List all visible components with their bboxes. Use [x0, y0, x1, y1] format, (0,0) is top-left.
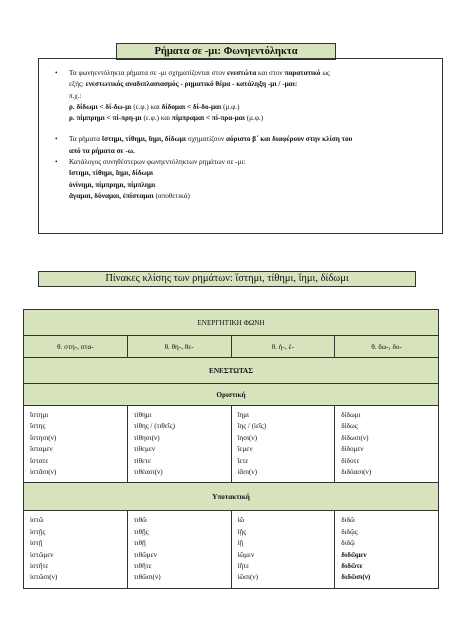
page-title: Ρήματα σε -μι: Φωνηεντόληκτα [116, 43, 336, 60]
table-cell: τιθῶ τιθῇς τιθῇ τιθῶμεν τιθῆτε τιθῶσι(ν) [127, 511, 231, 588]
conjugation-table [23, 309, 439, 589]
tables-title: Πίνακες κλίσης των ρημάτων: ἵστημι, τίθημι, ἵημι, δίδωμι [38, 271, 416, 287]
stem-header: θ. θη-, θε- [127, 336, 231, 358]
bullet-icon: • [55, 158, 58, 167]
stem-header: θ. ἡ-, ἑ- [231, 336, 335, 358]
stem-header: θ. δω-, δο- [335, 336, 439, 358]
bullet-icon: • [55, 69, 58, 77]
stem-header: θ. στη-, στα- [24, 336, 128, 358]
voice-header: ΕΝΕΡΓΗΤΙΚΗ ΦΩΝΗ [24, 310, 439, 336]
table-cell: δίδωμι δίδως δίδωσι(ν) δίδομεν δίδοτε διδόασι(ν) [335, 406, 439, 483]
table-cell: διδῶ διδῷς διδῷ διδῶμεν διδῶτε διδῶσι(ν) [335, 511, 439, 588]
table-cell: ἵστημι ἵστης ἵστησι(ν) ἵσταμεν ἵστατε ἱστᾶσι(ν) [24, 406, 128, 483]
table-cell: τίθημι τίθης / (τιθεῖς) τίθησι(ν) τίθεμεν τίθετε τιθέασι(ν) [127, 406, 231, 483]
list-item: • Τα ρήματα ἵστημι, τίθημι, ἵημι, δίδωμι σχηματίζουν αόριστο β΄ και διαφέρουν στην κλίση του από τα ρήματα σε -ω. [55, 135, 353, 155]
mood-header: Οριστική [24, 384, 439, 406]
table-cell: ἱῶ ἱῇς ἱῇ ἱῶμεν ἱῆτε ἱῶσι(ν) [231, 511, 335, 588]
list-item: • Τα φωνηεντόληκτα ρήματα σε -μι σχηματίζονται στον ενεστώτα και στον παρατατικό ως εξής: ενεστωτικός αναδιπλασιασμός - ρηματικό θέμα - κατάληξη -μι / -μαι: π.χ.: ρ. δίδωμι < δί-δω-μι (ε.φ.) και δίδομαι < δί-δο-μαι (μ.φ.) ρ. πίμπρημι < πί-πρη-μι (ε.φ.) και πίμπραμαι < πί-πρα-μαι (μ.φ.) [55, 69, 330, 123]
mood-header: Υποτακτική [24, 483, 439, 511]
table-cell: ἱστῶ ἱστῇς ἱστῇ ἱστῶμεν ἱστῆτε ἱστῶσι(ν) [24, 511, 128, 588]
tense-header: ΕΝΕΣΤΩΤΑΣ [24, 358, 439, 384]
summary-box [38, 58, 443, 234]
bullet-icon: • [55, 135, 58, 144]
list-item: • Κατάλογος συνηθέστερων φωνηεντόληκτων ρημάτων σε -μι: ἵστημι, τίθημι, ἵημι, δίδωμι ὀνίνημι, πίμπρημι, πίμπλημι ἄγαμαι, δύναμαι, ἐπίσταμαι (αποθετικά) [55, 158, 246, 200]
table-cell: ἵημι ἵης / (ἱεῖς) ἵησι(ν) ἵεμεν ἵετε ἱᾶσι(ν) [231, 406, 335, 483]
